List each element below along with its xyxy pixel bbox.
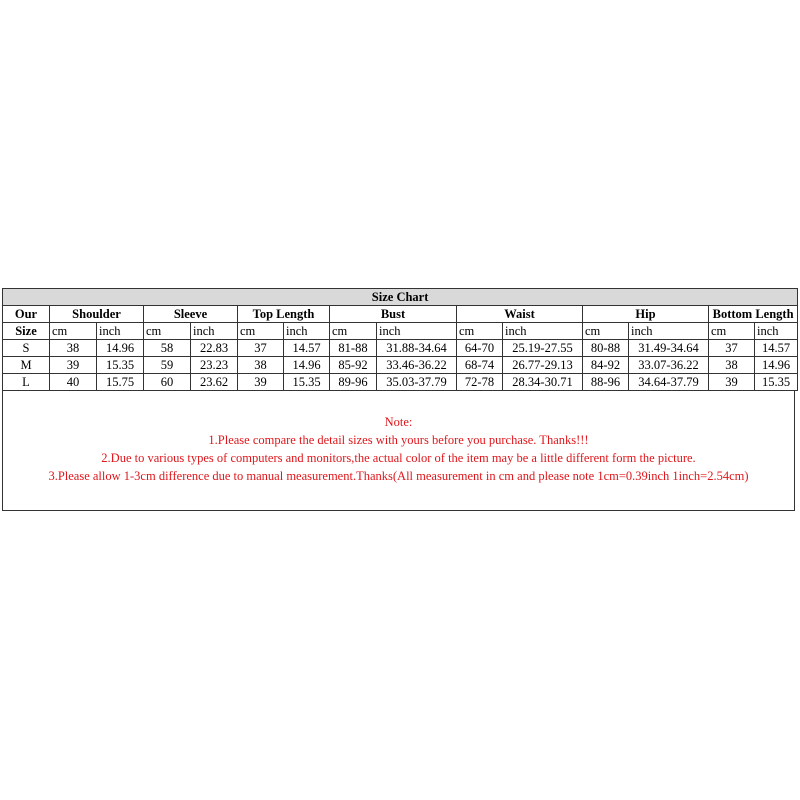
note-line-3: 3.Please allow 1-3cm difference due to manual measurement.Thanks(All measurement in cm and please note 1cm=0.39inch 1inch=2.54cm) <box>48 469 749 483</box>
value-cell: 31.88-34.64 <box>377 340 457 357</box>
value-cell: 22.83 <box>191 340 238 357</box>
value-cell: 23.23 <box>191 357 238 374</box>
unit-inch: inch <box>503 323 583 340</box>
size-cell: S <box>3 340 50 357</box>
group-header-top-length: Top Length <box>238 306 330 323</box>
value-cell: 15.35 <box>284 374 330 391</box>
value-cell: 35.03-37.79 <box>377 374 457 391</box>
group-header-waist: Waist <box>457 306 583 323</box>
our-size-header: Our <box>3 306 50 323</box>
value-cell: 28.34-30.71 <box>503 374 583 391</box>
value-cell: 84-92 <box>583 357 629 374</box>
unit-cm: cm <box>583 323 629 340</box>
notes-panel <box>2 391 795 511</box>
value-cell: 68-74 <box>457 357 503 374</box>
value-cell: 60 <box>144 374 191 391</box>
value-cell: 31.49-34.64 <box>629 340 709 357</box>
unit-inch: inch <box>755 323 798 340</box>
value-cell: 37 <box>238 340 284 357</box>
group-header-bust: Bust <box>330 306 457 323</box>
group-header-sleeve: Sleeve <box>144 306 238 323</box>
value-cell: 89-96 <box>330 374 377 391</box>
table-row <box>3 357 798 374</box>
value-cell: 81-88 <box>330 340 377 357</box>
value-cell: 34.64-37.79 <box>629 374 709 391</box>
value-cell: 23.62 <box>191 374 238 391</box>
unit-cm: cm <box>457 323 503 340</box>
unit-cm: cm <box>709 323 755 340</box>
unit-cm: cm <box>50 323 97 340</box>
value-cell: 59 <box>144 357 191 374</box>
value-cell: 38 <box>50 340 97 357</box>
unit-inch: inch <box>97 323 144 340</box>
table-row <box>3 340 798 357</box>
value-cell: 85-92 <box>330 357 377 374</box>
group-header-bottom-length: Bottom Length <box>709 306 798 323</box>
size-cell: L <box>3 374 50 391</box>
value-cell: 15.35 <box>755 374 798 391</box>
unit-inch: inch <box>284 323 330 340</box>
size-table <box>2 288 798 391</box>
value-cell: 26.77-29.13 <box>503 357 583 374</box>
unit-cm: cm <box>144 323 191 340</box>
value-cell: 72-78 <box>457 374 503 391</box>
group-header-hip: Hip <box>583 306 709 323</box>
value-cell: 14.57 <box>755 340 798 357</box>
value-cell: 14.57 <box>284 340 330 357</box>
our-size-header-2: Size <box>3 323 50 340</box>
unit-cm: cm <box>330 323 377 340</box>
value-cell: 39 <box>238 374 284 391</box>
group-header-shoulder: Shoulder <box>50 306 144 323</box>
value-cell: 14.96 <box>97 340 144 357</box>
value-cell: 39 <box>50 357 97 374</box>
value-cell: 33.07-36.22 <box>629 357 709 374</box>
value-cell: 38 <box>709 357 755 374</box>
value-cell: 39 <box>709 374 755 391</box>
notes-heading: Note: <box>384 415 413 429</box>
value-cell: 15.75 <box>97 374 144 391</box>
value-cell: 15.35 <box>97 357 144 374</box>
value-cell: 38 <box>238 357 284 374</box>
unit-cm: cm <box>238 323 284 340</box>
value-cell: 80-88 <box>583 340 629 357</box>
size-cell: M <box>3 357 50 374</box>
table-row <box>3 374 798 391</box>
unit-inch: inch <box>377 323 457 340</box>
size-chart <box>2 288 797 511</box>
table-title: Size Chart <box>3 289 798 306</box>
value-cell: 25.19-27.55 <box>503 340 583 357</box>
value-cell: 14.96 <box>755 357 798 374</box>
value-cell: 58 <box>144 340 191 357</box>
value-cell: 37 <box>709 340 755 357</box>
note-line-1: 1.Please compare the detail sizes with yours before you purchase. Thanks!!! <box>208 433 589 447</box>
note-line-2: 2.Due to various types of computers and monitors,the actual color of the item may be a little different form the picture. <box>101 451 696 465</box>
value-cell: 40 <box>50 374 97 391</box>
value-cell: 33.46-36.22 <box>377 357 457 374</box>
value-cell: 14.96 <box>284 357 330 374</box>
unit-inch: inch <box>191 323 238 340</box>
unit-inch: inch <box>629 323 709 340</box>
value-cell: 64-70 <box>457 340 503 357</box>
value-cell: 88-96 <box>583 374 629 391</box>
